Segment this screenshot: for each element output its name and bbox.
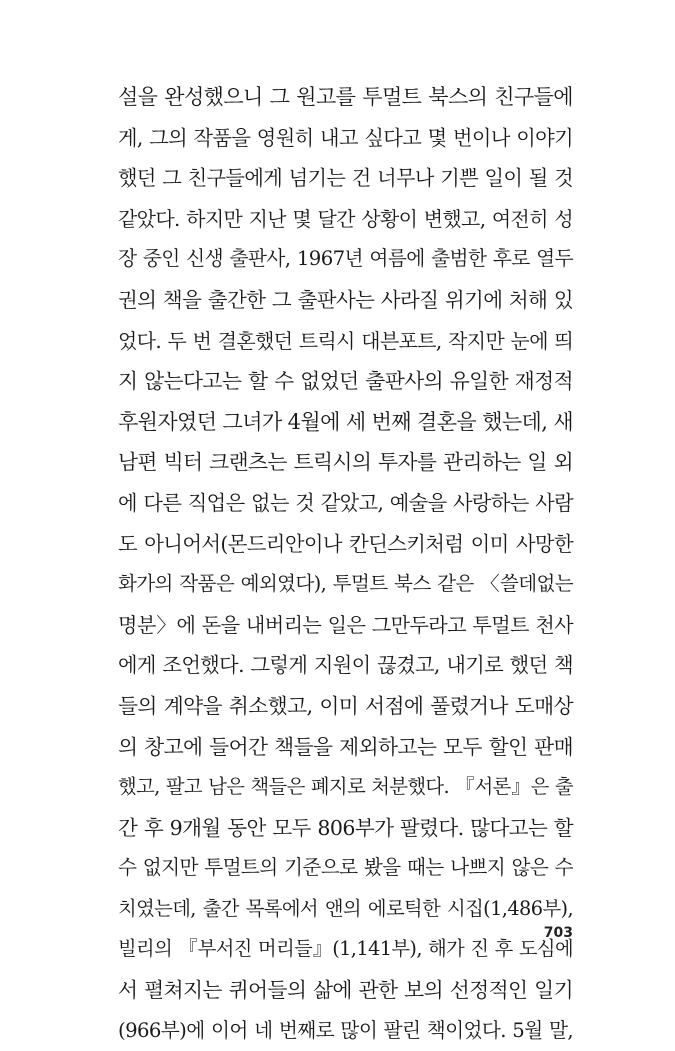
text-line: 지 않는다고는 할 수 없었던 출판사의 유일한 재정적 (118, 369, 573, 394)
text-line: 에 다른 직업은 없는 것 같았고, 예술을 사랑하는 사람 (118, 490, 573, 515)
text-line: 설을 완성했으니 그 원고를 투멀트 북스의 친구들에 (118, 85, 573, 109)
text-line: 의 창고에 들어간 책들을 제외하고는 모두 할인 판매 (118, 734, 573, 759)
text-line: 했던 그 친구들에게 넘기는 건 너무나 기쁜 일이 될 것 (118, 166, 573, 191)
text-line: 권의 책을 출간한 그 출판사는 사라질 위기에 처해 있 (118, 287, 573, 312)
text-line: 도 아니어서(몬드리안이나 칸딘스키처럼 이미 사망한 (118, 531, 573, 556)
text-line: 했고, 팔고 남은 책들은 폐지로 처분했다. 『서론』은 출 (118, 775, 573, 799)
text-line: 화가의 작품은 예외였다), 투멀트 북스 같은 〈쓸데없는 (118, 572, 573, 596)
text-line: 빌리의 『부서진 머리들』(1,141부), 해가 진 후 도심에 (118, 937, 573, 961)
text-line: 었다. 두 번 결혼했던 트릭시 대븐포트, 작지만 눈에 띄 (118, 328, 573, 353)
text-line: 장 중인 신생 출판사, 1967년 여름에 출범한 후로 열두 (118, 247, 573, 271)
body-text (118, 77, 573, 1051)
text-line: 게, 그의 작품을 영원히 내고 싶다고 몇 번이나 이야기 (118, 125, 573, 150)
text-line: 들의 계약을 취소했고, 이미 서점에 풀렸거나 도매상 (118, 693, 573, 718)
page-number: 703 (543, 925, 573, 941)
text-line: 서 펼쳐지는 퀴어들의 삶에 관한 보의 선정적인 일기 (118, 978, 573, 1003)
text-line: 같았다. 하지만 지난 몇 달간 상황이 변했고, 여전히 성 (118, 206, 573, 231)
text-line: 후원자였던 그녀가 4월에 세 번째 결혼을 했는데, 새 (118, 409, 574, 434)
text-line: 남편 빅터 크랜츠는 트릭시의 투자를 관리하는 일 외 (118, 450, 573, 475)
text-line: 명분〉에 돈을 내버리는 일은 그만두라고 투멀트 천사 (118, 612, 573, 637)
text-line: 수 없지만 투멀트의 기준으로 봤을 때는 나쁘지 않은 수 (118, 856, 573, 880)
text-line: 간 후 9개월 동안 모두 806부가 팔렸다. 많다고는 할 (118, 815, 573, 840)
text-line: 치였는데, 출간 목록에서 앤의 에로틱한 시집(1,486부), (118, 896, 573, 920)
text-line: 에게 조언했다. 그렇게 지원이 끊겼고, 내기로 했던 책 (118, 653, 573, 678)
text-line: (966부)에 이어 네 번째로 많이 팔린 책이었다. 5월 말, (118, 1018, 573, 1042)
